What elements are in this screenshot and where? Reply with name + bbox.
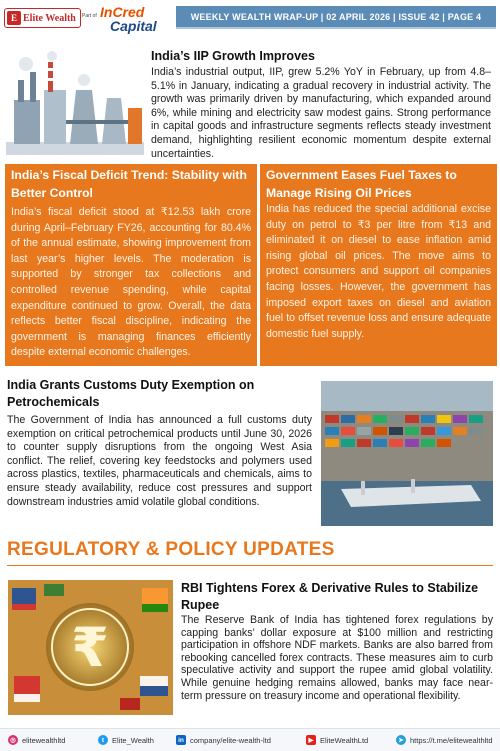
instagram-handle: elitewealthltd — [22, 735, 66, 745]
section-divider — [7, 565, 493, 566]
banner-underline — [176, 27, 496, 29]
telegram-icon: ➤ — [396, 735, 406, 745]
fiscal-deficit-card — [5, 164, 257, 366]
youtube-handle: EliteWealthLtd — [320, 735, 369, 745]
footer-youtube[interactable] — [306, 735, 368, 745]
elite-logo-text: Elite Wealth — [23, 12, 76, 24]
customs-title: India Grants Customs Duty Exemption on Petrochemicals — [7, 378, 255, 409]
section-heading: REGULATORY & POLICY UPDATES — [7, 539, 335, 560]
elite-wealth-logo — [4, 8, 81, 28]
incred-logo-line1: InCred — [100, 4, 145, 20]
rupee-symbol: ₹ — [71, 616, 109, 679]
fiscal-body: India’s fiscal deficit stood at ₹12.53 lakh crore during April–February FY26, accounting for 80.4% of the annual estimate, showing improvement from last year’s higher levels. The moderation is supported by stronger tax collections and controlled revenue spending, while capital expenditure continued to grow. Overall, the data reflects better fiscal discipline, indicating the government is managing finances efficiently despite external economic challenges. — [11, 206, 251, 359]
instagram-icon: ◎ — [8, 735, 18, 745]
industrial-plant-illustration — [6, 50, 144, 155]
footer-telegram[interactable] — [396, 735, 493, 745]
rupee-flags-illustration — [8, 580, 173, 715]
footer-twitter[interactable] — [98, 735, 154, 745]
linkedin-icon: in — [176, 735, 186, 745]
telegram-link: https://t.me/elitewealthltd — [410, 735, 493, 745]
fuel-body: India has reduced the special additional excise duty on petrol to ₹3 per litre from ₹13 and eliminated it on diesel to ease inflation amid rising global oil prices. The move aims to protect consumers and support oil companies facing losses. However, the government has imposed export taxes on diesel and aviation fuel to offset revenue loss and ensure adequate domestic fuel supply. — [266, 203, 491, 340]
twitter-icon: t — [98, 735, 108, 745]
rbi-title: RBI Tightens Forex & Derivative Rules to Stabilize Rupee — [181, 581, 479, 612]
elite-logo-badge: E — [7, 11, 21, 25]
footer-instagram[interactable] — [8, 735, 65, 745]
incred-logo-line2: Capital — [110, 18, 157, 34]
iip-body: India’s industrial output, IIP, grew 5.2% YoY in February, up from 4.8–5.1% in January, indicating a gradual recovery in industrial activity. The growth was primarily driven by manufacturing, which expanded around 6%, while mining and electricity saw modest gains. Strong performance in capital goods and infrastructure segments reflects steady investment demand, highlighting resilient economic momentum despite external uncertainties. — [151, 66, 491, 160]
linkedin-handle: company/elite-wealth-ltd — [190, 735, 271, 745]
fuel-tax-card — [260, 164, 497, 366]
issue-banner: WEEKLY WEALTH WRAP-UP | 02 APRIL 2026 | ISSUE 42 | PAGE 4 — [176, 6, 496, 27]
incred-capital-logo — [100, 5, 170, 35]
rbi-body: The Reserve Bank of India has tightened forex regulations by capping banks’ dollar exposure at $100 million and restricting participation in offshore NDF markets. Banks are also barred from rebooking cancelled forex contracts. These measures aim to curb speculative activity and support the rupee amid global volatility. While genuine hedging remains allowed, banks may face near-term pressure on treasury income and operational flexibility. — [181, 614, 493, 702]
part-of-label: Part of — [82, 13, 97, 19]
customs-body: The Government of India has announced a full customs duty exemption on critical petrochemical products until June 30, 2026 to counter supply disruptions from the ongoing West Asia conflict. The relief, covering key feedstocks and polymers used across plastics, textiles, pharmaceuticals and chemicals, aims to ensure steady availability, reduce cost pressures and support downstream industries amid volatile global conditions. — [7, 414, 312, 508]
youtube-icon: ▶ — [306, 735, 316, 745]
social-footer — [0, 728, 500, 751]
twitter-handle: Elite_Wealth — [112, 735, 154, 745]
iip-title: India’s IIP Growth Improves — [151, 49, 315, 63]
footer-linkedin[interactable] — [176, 735, 271, 745]
fiscal-title: India’s Fiscal Deficit Trend: Stability with Better Control — [11, 168, 247, 200]
fuel-title: Government Eases Fuel Taxes to Manage Rising Oil Prices — [266, 168, 457, 200]
container-port-photo — [321, 381, 493, 526]
